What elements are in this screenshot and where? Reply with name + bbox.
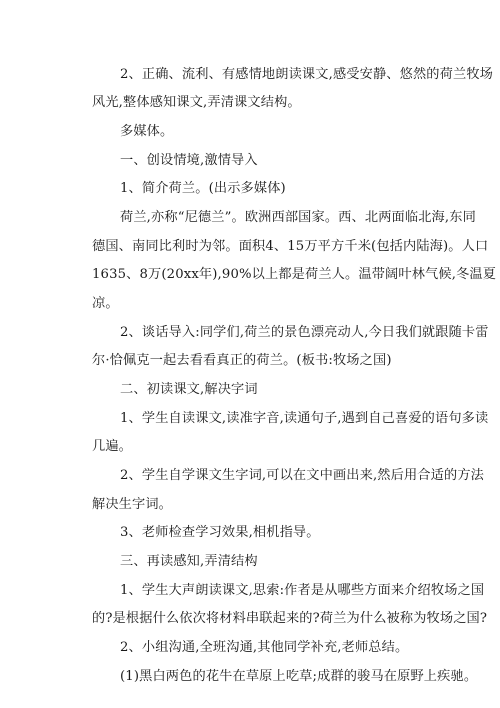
step-2-2-line-2: 解决生字词。: [92, 497, 173, 512]
teaching-aid-line: 多媒体。: [120, 124, 174, 139]
goal-2-line-1: 2、正确、流利、有感情地朗读课文,感受安静、悠然的荷兰牧场: [120, 67, 493, 82]
netherlands-intro-line-2: 德国、南同比利时为邻。面积4、15万平方千米(包括内陆海)。人口: [92, 239, 489, 254]
step-3-2-line: 2、小组沟通,全班沟通,其他同学补充,老师总结。: [120, 640, 409, 655]
step-2-1-line-2: 几遍。: [92, 439, 133, 454]
section-1-heading: 一、创设情境,激情导入: [120, 153, 258, 168]
step-3-2-1-line: (1)黑白两色的花牛在草原上吃草;成群的骏马在原野上疾驰。: [120, 669, 478, 684]
goal-2-line-2: 风光,整体感知课文,弄清课文结构。: [92, 95, 301, 110]
step-3-1-line-2: 的?是根据什么依次将材料串联起来的?荷兰为什么被称为牧场之国?: [92, 611, 488, 626]
step-2-2-line-1: 2、学生自学课文生字词,可以在文中画出来,然后用合适的方法: [120, 468, 484, 483]
step-1-2-line-2: 尔·恰佩克一起去看看真正的荷兰。(板书:牧场之国): [92, 353, 392, 368]
netherlands-intro-line-3: 1635、8万(20xx年),90%以上都是荷兰人。温带阔叶林气候,冬温夏: [92, 267, 497, 282]
step-3-1-line-1: 1、学生大声朗读课文,思索:作者是从哪些方面来介绍牧场之国: [120, 583, 485, 598]
step-2-3-line: 3、老师检查学习效果,相机指导。: [120, 525, 320, 540]
section-3-heading: 三、再读感知,弄清结构: [120, 554, 258, 569]
netherlands-intro-line-1: 荷兰,亦称“尼德兰”。欧洲西部国家。西、北两面临北海,东同: [120, 210, 476, 225]
step-1-1-heading: 1、简介荷兰。(出示多媒体): [120, 181, 286, 196]
step-2-1-line-1: 1、学生自读课文,读准字音,读通句子,遇到自己喜爱的语句多读: [120, 411, 489, 426]
section-2-heading: 二、初读课文,解决字词: [120, 382, 258, 397]
netherlands-intro-line-4: 凉。: [92, 296, 119, 311]
step-1-2-line-1: 2、谈话导入:同学们,荷兰的景色漂亮动人,今日我们就跟随卡雷: [120, 325, 489, 340]
